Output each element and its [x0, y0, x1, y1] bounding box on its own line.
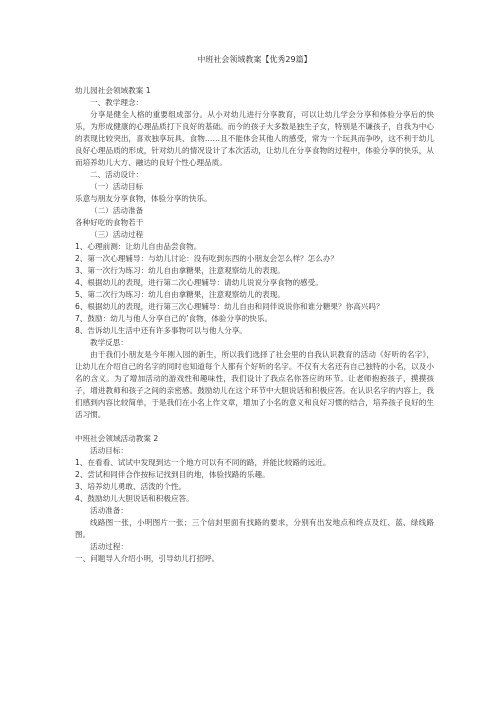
lesson1-reflection-title: 教学反思：	[90, 338, 128, 347]
lesson2-goal: 2、尝试和同伴合作按标记找到目的地，体验找路的乐趣。	[75, 470, 270, 479]
lesson2-goal: 1、在看看、试试中发现到达一个地方可以有不同的路，并能比较路的远近。	[75, 458, 331, 467]
lesson1-goal-title: （一）活动目标	[90, 182, 144, 191]
lesson2-prep-title: 活动准备：	[90, 506, 128, 515]
document-title: 中班社会领域教案【优秀29篇】	[197, 55, 312, 64]
lesson2-process-title: 活动过程：	[90, 542, 128, 551]
lesson1-goal-text: 乐意与朋友分享食物，体验分享的快乐。	[75, 194, 212, 203]
lesson1-prep-text: 各种好吃的食物若干	[75, 218, 144, 227]
lesson1-step: 6、根据幼儿的表现，进行第三次心理辅导：幼儿自由和同伴说说你和谁分糖果？你高兴吗？	[75, 302, 384, 311]
lesson2-prep-text: 线路图一张，小明图片一张；三个信封里面有找路的要求，分别有出发地点和终点及红、蓝、绿线路图。	[75, 518, 434, 539]
lesson1-step: 4、根据幼儿的表现，进行第二次心理辅导：请幼儿说说分享食物的感受。	[75, 278, 323, 287]
lesson2-process-first: 一、问题导入介绍小明，引导幼儿打招呼。	[75, 554, 220, 563]
lesson1-step: 7、鼓励：幼儿与他人分享自己的’食物，体验分享的快乐。	[75, 314, 273, 323]
lesson2-goal-title: 活动目标：	[90, 446, 128, 455]
lesson1-section2-title: 二、活动设计：	[90, 170, 144, 179]
lesson1-section1-title: 一、教学理念：	[90, 98, 144, 107]
lesson1-step: 3、第一次行为练习：幼儿自由拿糖果，注意观察幼儿的表现。	[75, 266, 285, 275]
lesson1-step: 1、心理前测：让幼儿自由品尝食物。	[75, 242, 202, 251]
lesson1-step: 5、第二次行为练习：幼儿自由拿糖果，注意观察幼儿的表现。	[75, 290, 285, 299]
lesson1-reflection-text: 由于我们小朋友是今年刚入园的新生，所以我们选择了社会里的自我认识教育的活动《好听的名字》，让幼儿在介绍自己的名字的同时也知道每个人都有个好听的名字。不仅有大名还有自己独特的小名，以及小名的含义。为了增加活动的游戏性和趣味性，我们设计了我点名你答应的环节。让老师抱抱孩子，摸摸孩子，增进教师和孩子之间的亲密感。鼓励幼儿在这个环节中大胆说话和积极应答。在认识名字的内容上，我们感到内容比较简单，于是我们在小名上作文章，增加了小名的意义和良好习惯的结合，培养孩子良好的生活习惯。	[75, 350, 434, 419]
lesson1-step: 8、告诉幼儿生活中还有许多事物可以与他人分享。	[75, 326, 247, 335]
lesson2-goal: 3、培养幼儿勇敢、活泼的个性。	[75, 482, 187, 491]
lesson2-goal: 4、鼓励幼儿大胆说话和积极应答。	[75, 494, 194, 503]
lesson1-heading: 幼儿园社会领域教案 1	[75, 86, 151, 95]
lesson1-section1-text: 分享是健全人格的重要组成部分。从小对幼儿进行分享教育，可以让幼儿学会分享和体验分享后的快乐，为形成健康的心理品质打下良好的基础。而今的孩子大多数是独生子女，特别是不谦孩子，自我为中心的表现比较突出，喜欢独享玩具、食物……且不能体会其他人的感受，常为一个玩具而争吵，这不利于幼儿良好心理品质的形成，针对幼儿的情况设计了本次活动，让幼儿在分享食物的过程中，体验分享的快乐，从而培养幼儿大方、融达的良好个性心理品质。	[75, 110, 434, 167]
lesson2-heading: 中班社会领域活动教案 2	[75, 434, 159, 443]
lesson1-prep-title: （二）活动准备	[90, 206, 144, 215]
lesson1-step: 2、第一次心理辅导：与幼儿讨论：没有吃到东西的小朋友会怎么样？怎么办？	[75, 254, 339, 263]
lesson1-process-title: （三）活动过程	[90, 230, 144, 239]
